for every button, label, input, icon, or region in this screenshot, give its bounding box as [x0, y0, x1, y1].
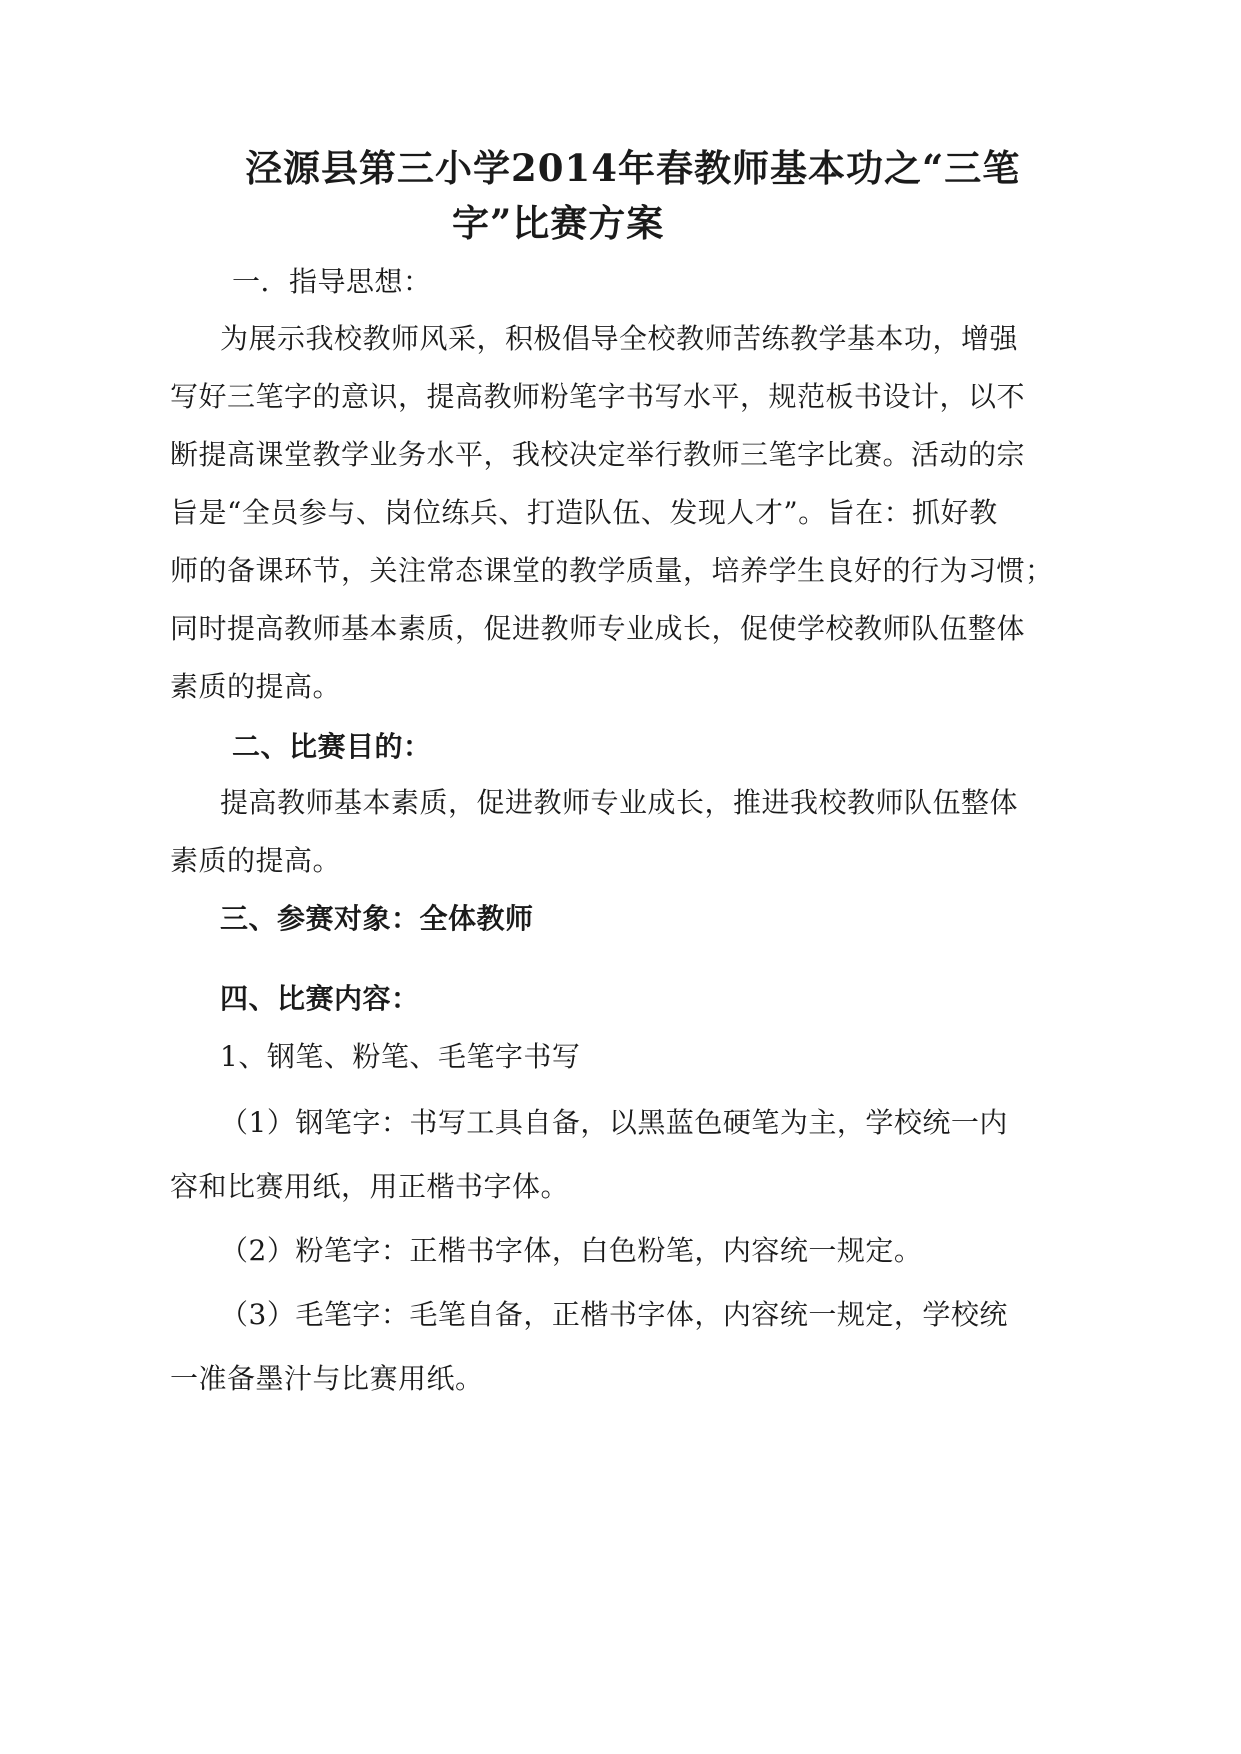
section-2-paragraph-line: 提高教师基本素质，促进教师专业成长，推进我校教师队伍整体 [220, 786, 1019, 819]
section-1-paragraph-line: 同时提高教师基本素质，促进教师专业成长，促使学校教师队伍整体 [170, 612, 1026, 645]
section-4-item-1: 1、钢笔、粉笔、毛笔字书写 [220, 1040, 581, 1073]
section-1-paragraph-line: 为展示我校教师风采，积极倡导全校教师苦练教学基本功，增强 [220, 322, 1019, 355]
section-1-paragraph-line: 旨是“全员参与、岗位练兵、打造队伍、发现人才”。旨在：抓好教 [170, 496, 998, 529]
document-title-line-1: 泾源县第三小学2014年春教师基本功之“三笔 [245, 146, 1021, 190]
section-4-sub-1-line: 容和比赛用纸，用正楷书字体。 [170, 1170, 570, 1203]
section-4-sub-2: （2）粉笔字：正楷书字体，白色粉笔，内容统一规定。 [220, 1234, 923, 1267]
section-2-heading: 二、比赛目的： [232, 730, 432, 763]
section-4-sub-1-line: （1）钢笔字：书写工具自备，以黑蓝色硬笔为主，学校统一内 [220, 1106, 1008, 1139]
section-4-heading: 四、比赛内容： [220, 982, 420, 1015]
section-1-paragraph-line: 断提高课堂教学业务水平，我校决定举行教师三笔字比赛。活动的宗 [170, 438, 1026, 471]
section-1-paragraph-line: 素质的提高。 [170, 670, 342, 703]
section-4-sub-3-line: （3）毛笔字：毛笔自备，正楷书字体，内容统一规定，学校统 [220, 1298, 1008, 1331]
section-1-heading: 一．指导思想： [232, 265, 432, 298]
section-1-paragraph-line: 写好三笔字的意识，提高教师粉笔字书写水平，规范板书设计，以不 [170, 380, 1026, 413]
section-1-paragraph-line: 师的备课环节，关注常态课堂的教学质量，培养学生良好的行为习惯； [170, 554, 1054, 587]
section-3-heading: 三、参赛对象：全体教师 [220, 902, 534, 935]
document-title-line-2: 字”比赛方案 [452, 201, 665, 245]
section-4-sub-3-line: 一准备墨汁与比赛用纸。 [170, 1362, 484, 1395]
section-2-paragraph-line: 素质的提高。 [170, 844, 342, 877]
